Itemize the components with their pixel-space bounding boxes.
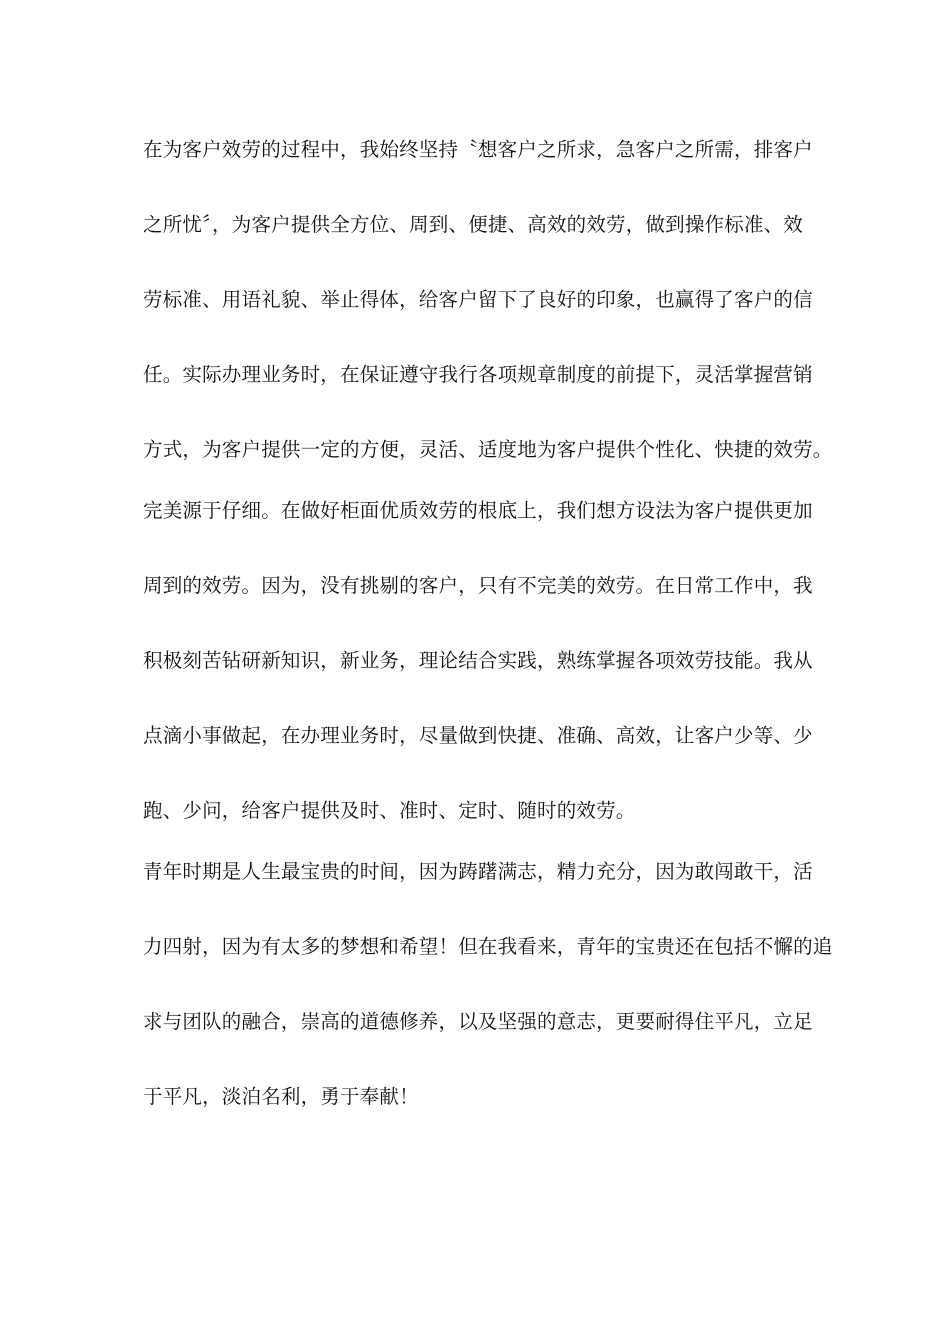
paragraph-1-line-5: 方式，为客户提供一定的方便，灵活、适度地为客户提供个性化、快捷的效劳。 <box>143 438 833 461</box>
paragraph-1-line-4: 任。实际办理业务时，在保证遵守我行各项规章制度的前提下，灵活掌握营销 <box>143 363 813 386</box>
paragraph-1-line-1: 在为客户效劳的过程中，我始终坚持〝想客户之所求，急客户之所需，排客户 <box>143 138 813 161</box>
paragraph-2-line-3: 积极刻苦钻研新知识，新业务，理论结合实践，熟练掌握各项效劳技能。我从 <box>143 649 813 672</box>
paragraph-3-line-2: 力四射，因为有太多的梦想和希望！但在我看来，青年的宝贵还在包括不懈的追 <box>143 935 833 958</box>
paragraph-3-line-4: 于平凡，淡泊名利，勇于奉献！ <box>143 1085 419 1108</box>
paragraph-2-line-4: 点滴小事做起，在办理业务时，尽量做到快捷、准确、高效，让客户少等、少 <box>143 724 813 747</box>
paragraph-3-line-1: 青年时期是人生最宝贵的时间，因为踌躇满志，精力充分，因为敢闯敢干，活 <box>143 860 813 883</box>
paragraph-2-line-5: 跑、少问，给客户提供及时、准时、定时、随时的效劳。 <box>143 799 636 822</box>
paragraph-2-line-1: 完美源于仔细。在做好柜面优质效劳的根底上，我们想方设法为客户提供更加 <box>143 499 813 522</box>
paragraph-1-line-2: 之所忧〞，为客户提供全方位、周到、便捷、高效的效劳，做到操作标准、效 <box>143 213 804 236</box>
paragraph-2-line-2: 周到的效劳。因为，没有挑剔的客户，只有不完美的效劳。在日常工作中，我 <box>143 574 813 597</box>
paragraph-1-line-3: 劳标准、用语礼貌、举止得体，给客户留下了良好的印象，也赢得了客户的信 <box>143 288 813 311</box>
paragraph-3-line-3: 求与团队的融合，崇高的道德修养，以及坚强的意志，更要耐得住平凡，立足 <box>143 1010 813 1033</box>
